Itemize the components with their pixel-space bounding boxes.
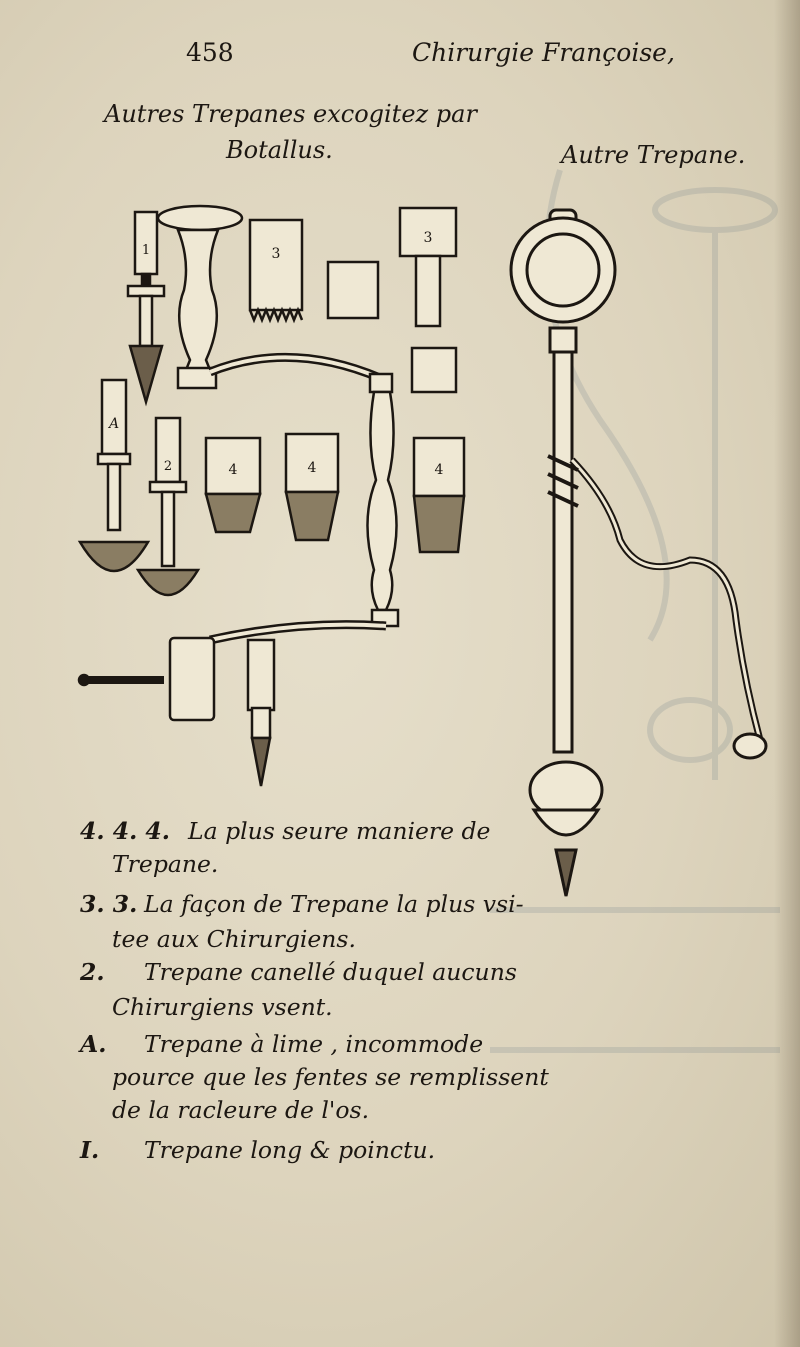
trepane-crowns-4-illustration	[206, 434, 464, 552]
legend-key: 2.	[80, 958, 105, 986]
legend-item-A	[80, 1030, 483, 1058]
legend-item-A-cont2: de la racleure de l'os.	[112, 1096, 370, 1124]
autre-trepane-woodcut	[500, 200, 780, 900]
legend-key: A.	[80, 1030, 107, 1058]
label-A: A	[108, 416, 120, 432]
label-3a: 3	[271, 246, 281, 262]
legend-item-3	[80, 890, 524, 918]
label-4b: 4	[307, 460, 317, 476]
trepane-file-illustration	[80, 380, 148, 571]
legend-key: 4. 4. 4.	[80, 817, 170, 845]
right-figure-caption: Autre Trepane.	[561, 141, 746, 169]
label-1: 1	[141, 243, 151, 258]
legend-item-2-cont: Chirurgiens vsent.	[112, 993, 333, 1021]
label-3b: 3	[423, 230, 433, 246]
trepane-long-pointed-illustration	[128, 212, 164, 402]
legend-item-A-cont1: pource que les fentes se remplissent	[112, 1063, 549, 1091]
legend-item-3-cont: tee aux Chirurgiens.	[112, 925, 356, 953]
left-figure-caption-line2: Botallus.	[226, 136, 333, 164]
legend-key: I.	[80, 1136, 100, 1164]
left-figure-caption-line1: Autres Trepanes excogitez par	[104, 100, 477, 128]
legend-text: Trepane long & poinctu.	[144, 1136, 436, 1164]
legend-text: Trepane à lime , incommode	[144, 1030, 484, 1058]
running-title: Chirurgie Françoise,	[412, 38, 675, 67]
legend-text: La plus seure maniere de	[188, 817, 491, 845]
label-2: 2	[163, 459, 173, 474]
legend-text: Trepane canellé duquel aucuns	[144, 958, 517, 986]
trepane-fluted-illustration	[138, 418, 198, 595]
legend-item-2	[80, 958, 517, 986]
legend-item-1	[80, 1136, 435, 1164]
legend-item-4-cont: Trepane.	[112, 850, 219, 878]
legend-key: 3. 3.	[80, 890, 138, 918]
botallus-trepanes-woodcut	[60, 190, 480, 790]
label-4c: 4	[434, 462, 444, 478]
label-4a: 4	[228, 462, 238, 478]
page-number: 458	[186, 38, 234, 67]
legend-text: La façon de Trepane la plus vsi-	[144, 890, 524, 918]
legend-item-4	[80, 817, 490, 845]
